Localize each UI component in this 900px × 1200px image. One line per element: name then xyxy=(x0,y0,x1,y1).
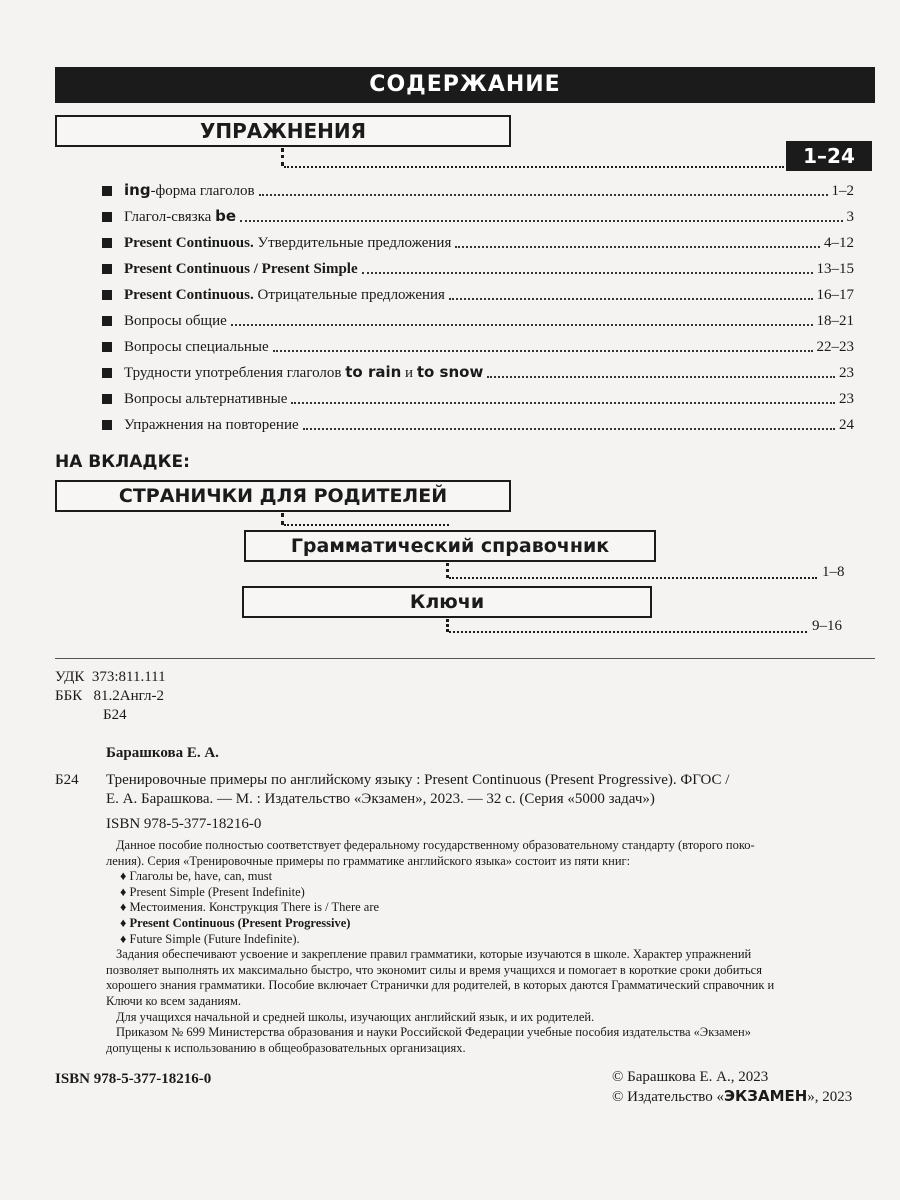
grammar-connector-leader xyxy=(449,577,817,579)
square-bullet-icon xyxy=(102,238,112,248)
copyright-publisher: © Издательство «ЭКЗАМЕН», 2023 xyxy=(612,1087,853,1105)
toc-item-negative: Present Continuous. Отрицательные предложения 16–17 xyxy=(100,282,854,304)
toc-item-special-questions: Вопросы специальные 22–23 xyxy=(100,334,854,356)
square-bullet-icon xyxy=(102,420,112,430)
toc-item-affirmative: Present Continuous. Утвердительные предложения 4–12 xyxy=(100,230,854,252)
book-list-item: ♦ Глаголы be, have, can, must xyxy=(120,869,273,884)
exercises-connector-vertical xyxy=(281,148,284,166)
annotation-para4-line2: допущены к использованию в общеобразовательных организациях. xyxy=(106,1040,466,1055)
annotation-para2-line4: Ключи ко всем заданиям. xyxy=(106,993,242,1008)
toc-item-review: Упражнения на повторение 24 xyxy=(100,412,854,434)
toc-pages: 3 xyxy=(846,209,854,225)
publisher-brand: ЭКЗАМЕН xyxy=(724,1087,808,1105)
toc-pages: 4–12 xyxy=(824,235,854,251)
annotation xyxy=(106,838,874,1056)
bbk-code: Б24 xyxy=(103,707,127,723)
toc-pages: 18–21 xyxy=(816,313,854,329)
author: Барашкова Е. А. xyxy=(106,745,219,761)
toc-item-continuous-simple: Present Continuous / Present Simple 13–15 xyxy=(100,256,854,278)
toc-pages: 23 xyxy=(839,365,854,381)
toc-item-general-questions: Вопросы общие 18–21 xyxy=(100,308,854,330)
annotation-para2-line1: Задания обеспечивают усвоение и закрепление правил грамматики, которые изучаются в школе. Характер упражнений xyxy=(116,947,752,962)
insert-heading: НА ВКЛАДКЕ: xyxy=(55,452,190,472)
description-line-1: Тренировочные примеры по английскому языку : Present Continuous (Present Progressive). ФГОС / xyxy=(106,772,730,788)
book-list-item: ♦ Местоимения. Конструкция There is / There are xyxy=(120,900,380,915)
annotation-para1-line2: ления). Серия «Тренировочные примеры по грамматике английского языка» состоит из пяти книг: xyxy=(106,853,631,868)
keys-connector-leader xyxy=(449,631,807,633)
toc-pages: 13–15 xyxy=(816,261,854,277)
square-bullet-icon xyxy=(102,342,112,352)
annotation-para3: Для учащихся начальной и средней школы, изучающих английский язык, и их родителей. xyxy=(116,1009,595,1024)
description-line-2: Е. А. Барашкова. — М. : Издательство «Экзамен», 2023. — 32 с. (Серия «5000 задач») xyxy=(106,791,655,807)
annotation-para1-line1: Данное пособие полностью соответствует федеральному государственному образовательному стандарту (второго поко- xyxy=(116,838,755,852)
square-bullet-icon xyxy=(102,394,112,404)
book-list-item: ♦ Future Simple (Future Indefinite). xyxy=(120,931,300,946)
keys-box: Ключи xyxy=(242,586,652,618)
book-list-item-current: ♦ Present Continuous (Present Progressive) xyxy=(120,915,351,930)
toc-item-be: Глагол-связка be 3 xyxy=(100,204,854,226)
square-bullet-icon xyxy=(102,290,112,300)
square-bullet-icon xyxy=(102,264,112,274)
annotation-para4-line1: Приказом № 699 Министерства образования и науки Российской Федерации учебные пособия издательства «Экзамен» xyxy=(116,1025,751,1040)
contents-banner: СОДЕРЖАНИЕ xyxy=(55,67,875,103)
grammar-connector-vertical xyxy=(446,563,449,578)
toc-item-alternative-questions: Вопросы альтернативные 23 xyxy=(100,386,854,408)
isbn-catalog: ISBN 978-5-377-18216-0 xyxy=(106,816,262,832)
exercises-connector-leader xyxy=(284,166,784,168)
annotation-para2-line2: позволяет выполнять их максимально быстро, что экономит силы и время учащихся и помогает в короткие сроки добиться xyxy=(106,962,762,977)
toc-item-ing-form: ing-форма глаголов 1–2 xyxy=(100,178,854,200)
footer-isbn: ISBN 978-5-377-18216-0 xyxy=(55,1071,212,1087)
grammar-range: 1–8 xyxy=(822,564,845,580)
toc-pages: 23 xyxy=(839,391,854,407)
toc-pages: 1–2 xyxy=(831,183,854,199)
square-bullet-icon xyxy=(102,212,112,222)
toc-item-rain-snow: Трудности употребления глаголов to rain и to snow 23 xyxy=(100,360,854,382)
parents-connector-horizontal xyxy=(284,524,449,526)
copyright-author: © Барашкова Е. А., 2023 xyxy=(612,1069,769,1085)
book-list-item: ♦ Present Simple (Present Indefinite) xyxy=(120,884,305,899)
bbk-line: ББК 81.2Англ-2 xyxy=(55,688,164,704)
toc-pages: 24 xyxy=(839,417,854,433)
toc-pages: 22–23 xyxy=(816,339,854,355)
square-bullet-icon xyxy=(102,186,112,196)
annotation-para2-line3: хорошего знания грамматики. Пособие включает Странички для родителей, в которых даются Грамматический справочник и xyxy=(106,978,775,993)
exercises-range-badge: 1–24 xyxy=(786,141,872,171)
grammar-reference-box: Грамматический справочник xyxy=(244,530,656,562)
square-bullet-icon xyxy=(102,368,112,378)
udk-line: УДК 373:811.111 xyxy=(55,669,166,685)
index-code: Б24 xyxy=(55,772,79,788)
keys-range: 9–16 xyxy=(812,618,842,634)
square-bullet-icon xyxy=(102,316,112,326)
toc-pages: 16–17 xyxy=(816,287,854,303)
section-divider xyxy=(55,658,875,659)
parents-pages-box: СТРАНИЧКИ ДЛЯ РОДИТЕЛЕЙ xyxy=(55,480,511,512)
exercises-title-box: УПРАЖНЕНИЯ xyxy=(55,115,511,147)
